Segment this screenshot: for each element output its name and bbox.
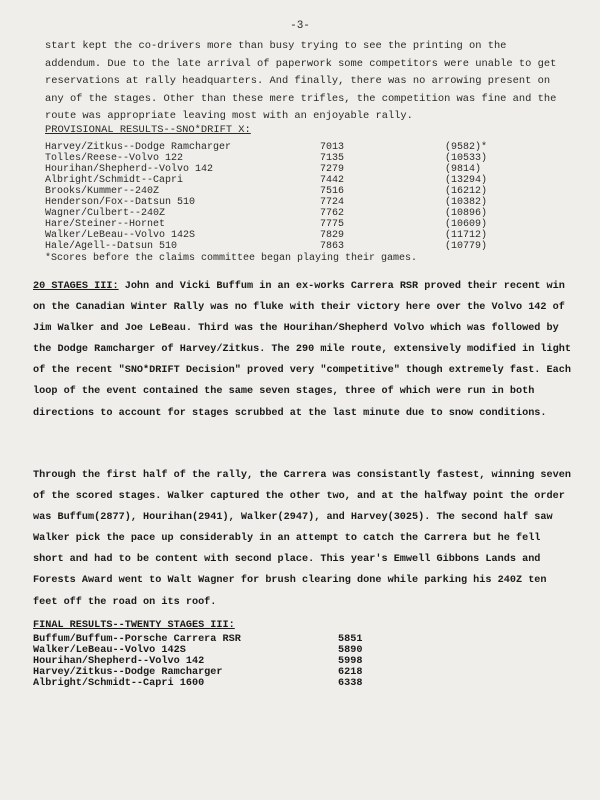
original-score-cell: (10609) xyxy=(445,219,488,230)
score-cell: 7775 xyxy=(320,219,345,230)
team-cell: Hourihan/Shepherd--Volvo 142 xyxy=(45,164,214,175)
team-cell: Walker/LeBeau--Volvo 142S xyxy=(45,230,196,241)
original-score-cell: (11712) xyxy=(445,230,488,241)
original-score-cell: (10382) xyxy=(445,197,488,208)
team-cell: Albright/Schmidt--Capri 1600 xyxy=(33,678,205,689)
original-score-cell: (10896) xyxy=(445,208,488,219)
score-cell: 7013 xyxy=(320,142,345,153)
original-score-cell: (9814) xyxy=(445,164,482,175)
score-cell: 5998 xyxy=(338,656,363,667)
final-results-heading: FINAL RESULTS--TWENTY STAGES III: xyxy=(33,620,235,631)
score-cell: 7279 xyxy=(320,164,345,175)
score-cell: 6338 xyxy=(338,678,363,689)
score-cell: 7762 xyxy=(320,208,345,219)
team-cell: Henderson/Fox--Datsun 510 xyxy=(45,197,196,208)
stages-heading: 20 STAGES III: xyxy=(33,281,119,292)
team-cell: Harvey/Zitkus--Dodge Ramcharger xyxy=(33,667,223,678)
team-cell: Hare/Steiner--Hornet xyxy=(45,219,166,230)
provisional-results-heading: PROVISIONAL RESULTS--SNO*DRIFT X: xyxy=(45,124,251,136)
team-cell: Walker/LeBeau--Volvo 142S xyxy=(33,645,186,656)
score-cell: 7863 xyxy=(320,241,345,252)
score-cell: 7516 xyxy=(320,186,345,197)
page-number: -3- xyxy=(290,20,310,32)
stages-paragraph-1 xyxy=(33,276,573,424)
team-cell: Albright/Schmidt--Capri xyxy=(45,175,184,186)
original-score-cell: (10779) xyxy=(445,241,488,252)
original-score-cell: (13294) xyxy=(445,175,488,186)
score-cell: 6218 xyxy=(338,667,363,678)
original-score-cell: (10533) xyxy=(445,153,488,164)
team-cell: Hale/Agell--Datsun 510 xyxy=(45,241,178,252)
score-cell: 7724 xyxy=(320,197,345,208)
team-cell: Wagner/Culbert--240Z xyxy=(45,208,166,219)
team-cell: Brooks/Kummer--240Z xyxy=(45,186,160,197)
score-cell: 7829 xyxy=(320,230,345,241)
score-cell: 5890 xyxy=(338,645,363,656)
score-cell: 5851 xyxy=(338,634,363,645)
original-score-cell: (16212) xyxy=(445,186,488,197)
team-cell: Hourihan/Shepherd--Volvo 142 xyxy=(33,656,205,667)
stages-paragraph-1-text: John and Vicki Buffum in an ex-works Carrera RSR proved their recent win on the Canadian Winter Rally was no fluke with their victory here over the Volvo 142 of Jim Walker and Joe LeBeau. Third was the Hourihan/Shepherd Volvo which was followed by the Dodge Ramcharger of Harvey/Zitkus. The 290 mile route, extensively modified in light of the recent "SNO*DRIFT Decision" proved very "competitive" though extremely fast. Each loop of the event contained the same seven stages, three of which were run in both directions to account for stages scrubbed at the last minute due to snow conditions. xyxy=(33,281,571,419)
original-score-cell: (9582)* xyxy=(445,142,488,153)
team-cell: Buffum/Buffum--Porsche Carrera RSR xyxy=(33,634,241,645)
team-cell: Tolles/Reese--Volvo 122 xyxy=(45,153,184,164)
stages-paragraph-2: Through the first half of the rally, the Carrera was consistantly fastest, winning seven of the scored stages. Walker captured the other two, and at the halfway point the order was Buffum(2877), Hourihan(2941), Walker(2947), and Harvey(3025). The second half saw Walker pick the pace up considerably in an attempt to catch the Carrera but he fell short and had to be content with second place. This year's Emwell Gibbons Lands and Forests Award went to Walt Wagner for brush clearing done while parking his 240Z ten feet off the road on its roof. xyxy=(33,470,571,608)
score-cell: 7135 xyxy=(320,153,345,164)
provisional-footnote: *Scores before the claims committee began playing their games. xyxy=(45,253,418,264)
score-cell: 7442 xyxy=(320,175,345,186)
intro-paragraph: start kept the co-drivers more than busy trying to see the printing on the addendum. Due to the late arrival of paperwork some competitors were unable to get reservations at rally headquarters. And finally, there was no arrowing present on any of the stages. Other than these mere trifles, the competition was fine and the route was appropriate leaving most with an enjoyable rally. xyxy=(45,40,557,122)
team-cell: Harvey/Zitkus--Dodge Ramcharger xyxy=(45,142,232,153)
